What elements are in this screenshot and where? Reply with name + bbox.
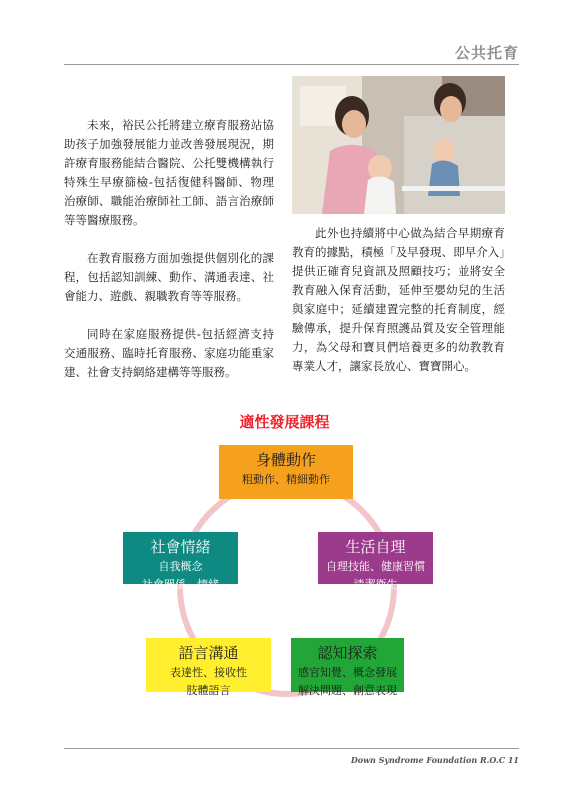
- node-language-communication-sub-2: 肢體語言: [186, 684, 231, 697]
- node-self-care-sub-2: 清潔衛生: [353, 578, 398, 591]
- node-physical-movement-label: 身體動作: [255, 451, 316, 469]
- node-social-emotional-sub-1: 自我概念: [158, 560, 203, 573]
- node-self-care-label: 生活自理: [345, 538, 406, 556]
- node-cognitive-exploration-sub-1: 感官知覺、概念發展: [298, 666, 397, 679]
- node-self-care-sub-1: 自理技能、健康習慣: [326, 560, 425, 573]
- node-social-emotional-sub-2: 社會關係、情緒: [142, 578, 219, 591]
- left-paragraph-1: 未來，裕民公托將建立療育服務站協助孩子加強發展能力並改善發展現況，期許療育服務能結合醫院、公托雙機構執行特殊生早療篩檢-包括復健科醫師、物理治療師、職能治療師社工師、語言治療師等等醫療服務。: [64, 118, 274, 227]
- node-physical-movement-sub-1: 粗動作、精細動作: [242, 473, 330, 486]
- node-cognitive-exploration: [291, 638, 404, 697]
- left-text-column: [64, 116, 274, 401]
- node-social-emotional: [123, 532, 238, 591]
- header-divider: [64, 64, 519, 65]
- photo-illustration: [292, 76, 505, 214]
- left-paragraph-3: 同時在家庭服務提供-包括經濟支持交通服務、臨時托育服務、家庭功能重家建、社會支持網絡建構等等服務。: [64, 327, 274, 379]
- diagram-title: 適性發展課程: [239, 413, 330, 431]
- footer-divider: [64, 748, 519, 749]
- left-paragraph-2: 在教育服務方面加強提供個別化的課程，包括認知訓練、動作、溝通表達、社會能力、遊戲、親職教育等等服務。: [64, 251, 274, 303]
- node-cognitive-exploration-label: 認知探索: [317, 644, 378, 662]
- node-social-emotional-label: 社會情緒: [150, 538, 211, 556]
- caregiver-with-infants-photo: [292, 76, 505, 214]
- footer-text: Down Syndrome Foundation R.O.C 11: [350, 755, 519, 765]
- node-physical-movement: [219, 445, 353, 499]
- node-cognitive-exploration-sub-2: 解決問題、創意表現: [298, 684, 397, 697]
- page-header-title: 公共托育: [454, 44, 519, 62]
- node-language-communication: [146, 638, 271, 697]
- right-text-column: [292, 224, 505, 376]
- node-language-communication-label: 語言溝通: [178, 644, 239, 662]
- node-language-communication-sub-1: 表達性、接收性: [170, 666, 247, 679]
- right-paragraph-1: 此外也持續將中心做為結合早期療育教育的據點，積極「及早發現、即早介入」提供正確育兒資訊及照顧技巧；並將安全教育融入保育活動，延伸至嬰幼兒的生活與家庭中；延續建置完整的托育制度，經驗傳承，提升保育照護品質及安全管理能力，為父母和寶貝們培養更多的幼教教育專業人才，讓家長放心、寶寶開心。: [292, 226, 505, 373]
- node-self-care: [318, 532, 433, 591]
